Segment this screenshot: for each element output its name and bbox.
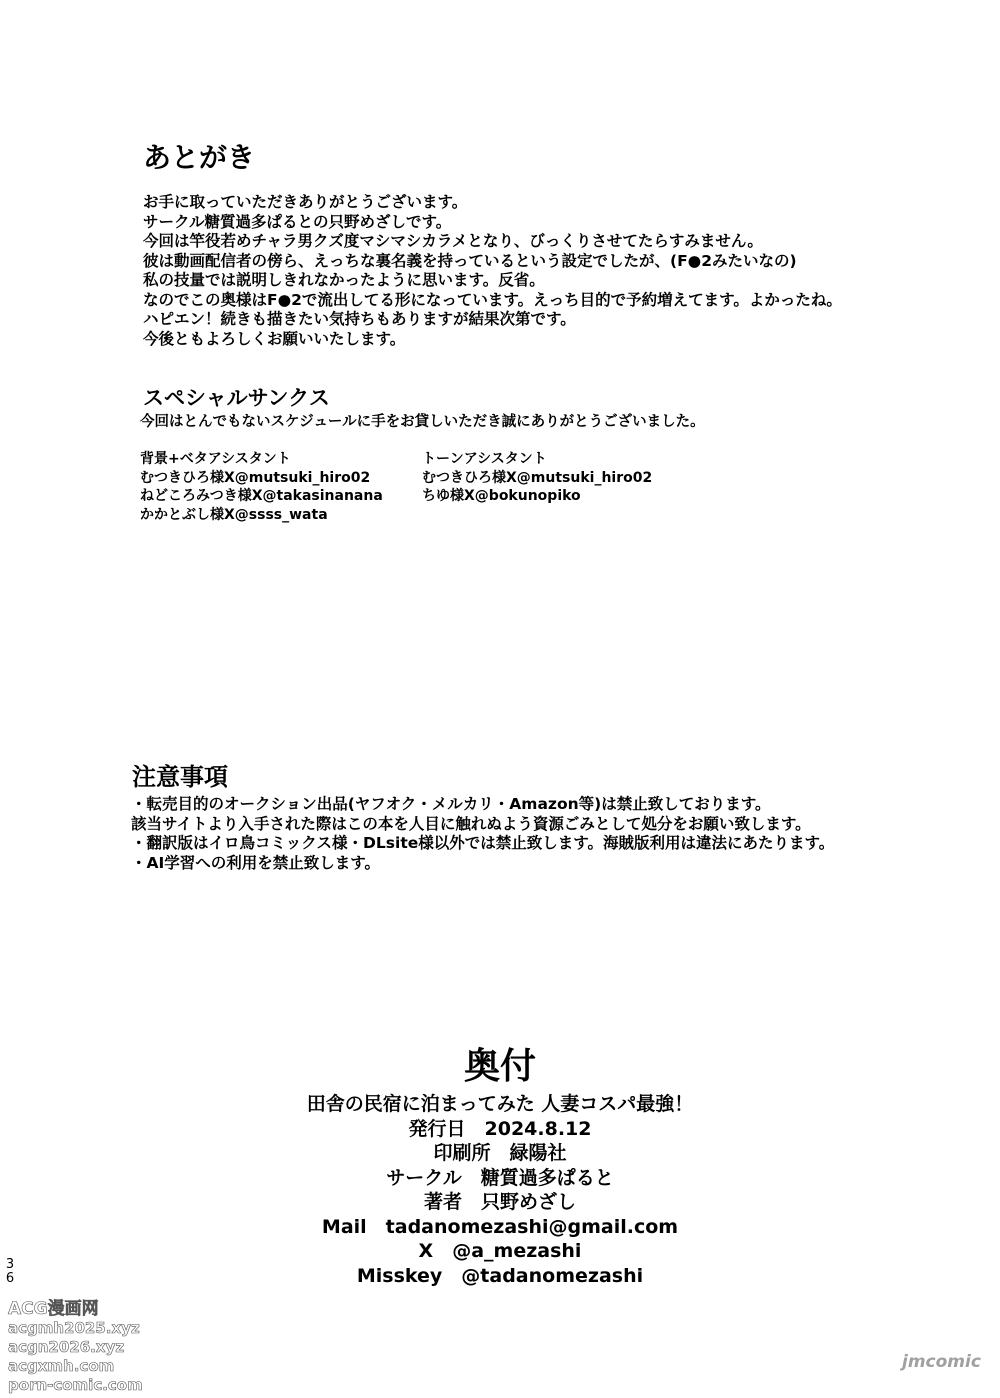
assistant-column-tone xyxy=(422,450,652,506)
colophon-line: X @a_mezashi xyxy=(418,1240,582,1262)
afterword-heading: あとがき xyxy=(143,141,256,174)
notice-line: ・転売目的のオークション出品(ヤフオク・メルカリ・Amazon等)は禁止致しております。 xyxy=(131,795,771,813)
watermark-line: acgmh2025.xyz xyxy=(8,1319,140,1337)
page-number-digit: 6 xyxy=(5,1271,15,1286)
assistant-name: ちゆ様X@bokunopiko xyxy=(422,488,581,504)
afterword-line: サークル糖質過多ぱるとの只野めざしです。 xyxy=(143,212,452,231)
notice-heading: 注意事項 xyxy=(132,763,228,791)
afterword-line: 今回は竿役若めチャラ男クズ度マシマシカラメとなり、びっくりさせてたらすみません。 xyxy=(143,232,763,250)
notice-line: ・翻訳版はイロ鳥コミックス様・DLsite様以外では禁止致します。海賊版利用は違法にあたります。 xyxy=(131,834,835,852)
page-number-digit: 3 xyxy=(5,1257,15,1272)
assistant-role-title: トーンアシスタント xyxy=(422,451,547,467)
colophon-title: 田舎の民宿に泊まってみた 人妻コスパ最強！ xyxy=(306,1093,694,1115)
afterword-line: 今後ともよろしくお願いいたします。 xyxy=(143,329,406,348)
assistant-name: むつきひろ様X@mutsuki_hiro02 xyxy=(422,469,653,486)
assistant-column-background xyxy=(140,450,383,524)
watermark-line: porn-comic.com xyxy=(8,1376,143,1394)
colophon-body xyxy=(0,1092,1000,1288)
watermark-line: acgxmh.com xyxy=(8,1357,115,1375)
assistant-name: むつきひろ様X@mutsuki_hiro02 xyxy=(140,469,371,486)
assistant-role-title: 背景+ベタアシスタント xyxy=(140,451,291,467)
notice-body xyxy=(131,795,834,873)
colophon-heading: 奥付 xyxy=(463,1046,536,1087)
notice-line: ・AI学習への利用を禁止致します。 xyxy=(131,853,381,872)
assistant-name: かかとぶし様X@ssss_wata xyxy=(140,506,328,523)
colophon-line: サークル 糖質過多ぱると xyxy=(386,1166,614,1189)
watermark-line: acgn2026.xyz xyxy=(8,1338,125,1356)
watermark-line: ACG漫画网 xyxy=(8,1299,99,1319)
colophon-line: 著者 只野めざし xyxy=(423,1191,576,1213)
jmcomic-logo-watermark: jmcomic xyxy=(902,1352,981,1372)
assistant-name: ねどころみつき様X@takasinanana xyxy=(140,488,383,504)
colophon-line: Misskey @tadanomezashi xyxy=(356,1264,644,1287)
afterword-body xyxy=(143,193,842,349)
notice-line: 該当サイトより入手された際はこの本を人目に触れぬよう資源ごみとして処分をお願い致します。 xyxy=(131,814,811,833)
colophon-line: Mail tadanomezashi@gmail.com xyxy=(321,1215,679,1238)
special-thanks-heading: スペシャルサンクス xyxy=(143,386,330,410)
afterword-line: 彼は動画配信者の傍ら、えっちな裏名義を持っているという設定でしたが、(F●2みたいなの) xyxy=(143,251,797,270)
afterword-line: なのでこの奥様はF●2で流出してる形になっています。えっち目的で予約増えてます。よかったね。 xyxy=(143,290,842,309)
special-thanks-intro: 今回はとんでもないスケジュールに手をお貸しいただき誠にありがとうございました。 xyxy=(140,414,705,430)
colophon-line: 印刷所 緑陽社 xyxy=(433,1142,567,1164)
colophon-line: 発行日 2024.8.12 xyxy=(408,1117,592,1140)
afterword-line: 私の技量では説明しきれなかったように思います。反省。 xyxy=(143,271,545,289)
afterword-line: お手に取っていただきありがとうございます。 xyxy=(143,193,468,211)
site-watermark xyxy=(8,1300,153,1395)
page-number xyxy=(3,1258,17,1286)
afterword-line: ハピエン！続きも描きたい気持ちもありますが結果次第です。 xyxy=(143,310,576,328)
